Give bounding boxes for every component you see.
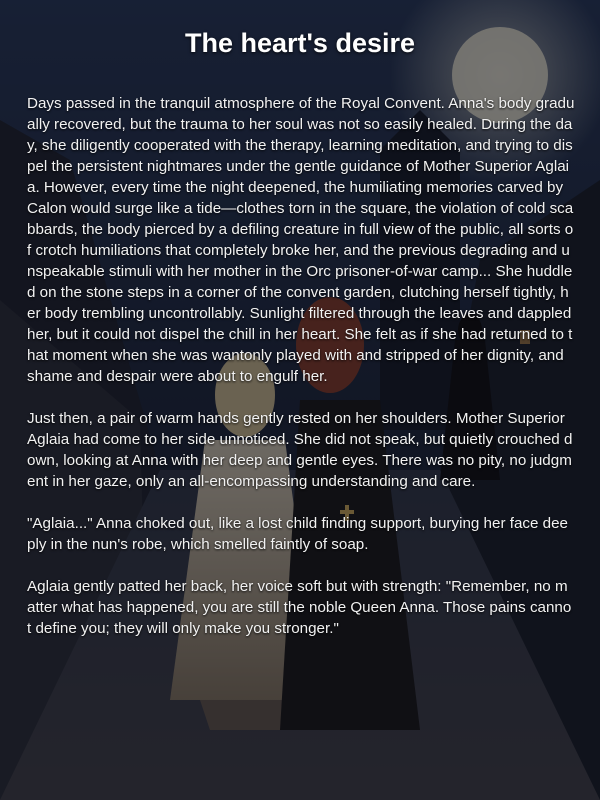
paragraph: "Aglaia..." Anna choked out, like a lost child finding support, burying her face deeply in the nun's robe, which smelled faintly of soap.	[27, 515, 568, 553]
paragraph: Days passed in the tranquil atmosphere of the Royal Convent. Anna's body gradually recovered, but the trauma to her soul was not so easily healed. During the day, she diligently cooperated with the therapy, learning meditation, and trying to dispel the persistent nightmares under the gentle guidance of Mother Superior Aglaia. However, every time the night deepened, the humiliating memories carved by Calon would surge like a tide—clothes torn in the square, the violation of cold scabbards, the body pierced by a defiling creature in full view of the public, all sorts of crotch humiliations that completely broke her, and the previous degrading and unspeakable stimuli with her mother in the Orc prisoner-of-war camp... She huddled on the stone steps in a corner of the convent garden, clutching herself tightly, her body trembling uncontrollably. Sunlight filtered through the leaves and dappled her, but it could not dispel the chill in her heart. She felt as if she had returned to that moment when she was wantonly played with and stripped of her dignity, and shame and despair were about to engulf her.	[27, 95, 575, 385]
paragraph: Aglaia gently patted her back, her voice soft but with strength: "Remember, no matter what has happened, you are still the noble Queen Anna. Those pains cannot define you; they will only make you stronger."	[27, 578, 572, 637]
story-body	[27, 93, 575, 660]
page-title: The heart's desire	[184, 28, 415, 58]
paragraph: Just then, a pair of warm hands gently rested on her shoulders. Mother Superior Aglaia had come to her side unnoticed. She did not speak, but quietly crouched down, looking at Anna with her deep and gentle eyes. There was no pity, no judgment in her gaze, only an all-encompassing understanding and care.	[27, 410, 573, 490]
